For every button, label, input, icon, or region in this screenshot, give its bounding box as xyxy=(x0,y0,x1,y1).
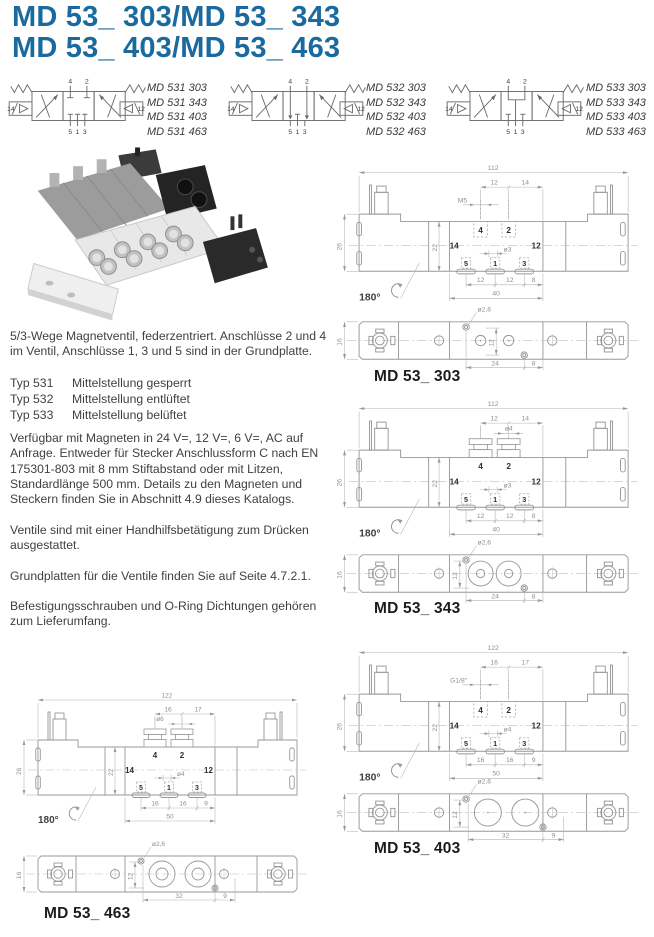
model-number: MD 532 303 xyxy=(366,82,426,94)
svg-text:12: 12 xyxy=(476,513,485,521)
svg-text:9: 9 xyxy=(223,893,227,900)
svg-text:180°: 180° xyxy=(38,815,59,826)
svg-text:M5: M5 xyxy=(457,197,468,205)
svg-text:16: 16 xyxy=(336,571,344,579)
drawing-md53-403-side xyxy=(330,640,652,794)
svg-text:4: 4 xyxy=(478,460,483,471)
svg-text:14: 14 xyxy=(521,179,530,187)
svg-text:8: 8 xyxy=(531,360,536,368)
svg-text:14: 14 xyxy=(449,720,459,731)
svg-text:32: 32 xyxy=(501,832,510,840)
svg-text:14: 14 xyxy=(7,106,15,114)
svg-text:4: 4 xyxy=(478,704,483,715)
svg-text:180°: 180° xyxy=(359,292,381,304)
svg-text:5: 5 xyxy=(464,495,469,505)
type-text: Mittelstellung entlüftet xyxy=(72,391,190,406)
svg-text:3: 3 xyxy=(522,739,527,749)
svg-text:22: 22 xyxy=(431,724,439,732)
svg-text:16: 16 xyxy=(505,757,514,765)
svg-text:180°: 180° xyxy=(359,528,381,540)
page-title-line1: MD 53_ 303/MD 53_ 343 xyxy=(12,1,341,33)
svg-text:2: 2 xyxy=(506,224,511,235)
svg-text:3: 3 xyxy=(195,785,199,792)
svg-text:122: 122 xyxy=(161,692,173,700)
svg-text:5: 5 xyxy=(288,128,293,135)
drawing-caption: MD 53_ 463 xyxy=(44,905,131,922)
svg-text:26: 26 xyxy=(16,767,23,775)
svg-text:12: 12 xyxy=(505,513,514,521)
description-paragraph: 5/3-Wege Magnetventil, federzentriert. Anschlüsse 2 und 4 im Ventil, Anschlüsse 1, 3 und 5 sind in der Grundplatte. xyxy=(10,329,327,359)
svg-text:5: 5 xyxy=(68,128,73,135)
svg-text:1: 1 xyxy=(493,495,498,505)
drawing-md53-343-bottom xyxy=(330,536,652,609)
description-text xyxy=(10,329,332,645)
svg-text:14: 14 xyxy=(521,415,530,423)
type-row xyxy=(10,407,332,423)
type-label: Typ 533 xyxy=(10,407,54,422)
svg-text:12: 12 xyxy=(490,179,498,187)
svg-text:112: 112 xyxy=(487,165,499,173)
svg-text:12: 12 xyxy=(476,277,485,285)
svg-text:24: 24 xyxy=(491,593,499,601)
svg-text:50: 50 xyxy=(166,813,174,821)
model-list-531 xyxy=(147,81,207,139)
type-row xyxy=(10,391,332,407)
svg-text:2: 2 xyxy=(506,704,511,715)
svg-text:14: 14 xyxy=(449,240,459,251)
model-number: MD 531 303 xyxy=(147,82,207,94)
svg-text:ø6: ø6 xyxy=(156,716,164,723)
svg-text:16: 16 xyxy=(336,338,344,346)
svg-text:ø4: ø4 xyxy=(503,726,512,734)
svg-text:9: 9 xyxy=(531,757,536,765)
svg-text:12: 12 xyxy=(204,766,213,775)
svg-text:16: 16 xyxy=(16,871,23,879)
svg-text:22: 22 xyxy=(108,768,115,776)
type-text: Mittelstellung belüftet xyxy=(72,407,187,422)
svg-text:3: 3 xyxy=(302,128,307,135)
svg-text:16: 16 xyxy=(164,706,172,714)
description-paragraph: Verfügbar mit Magneten in 24 V=, 12 V=, 6 V=, AC auf Anfrage. Entweder für Stecker Anschlussform C nach EN 175301-803 mit 8 mm Stiftabstand oder mit Litzen, Standardlänge 500 mm. Details zu den Magneten und Steckern finden Sie in Abschnitt 4.9 dieses Katalogs. xyxy=(10,430,319,507)
drawing-md53-463-bottom xyxy=(10,838,320,908)
svg-text:16: 16 xyxy=(490,659,498,667)
product-photo xyxy=(20,146,320,324)
svg-text:5: 5 xyxy=(464,259,469,269)
svg-text:12: 12 xyxy=(531,720,541,731)
svg-text:8: 8 xyxy=(531,513,536,521)
svg-text:26: 26 xyxy=(336,242,344,251)
drawing-caption: MD 53_ 403 xyxy=(374,840,461,857)
svg-text:ø2,6: ø2,6 xyxy=(152,841,166,848)
svg-text:22: 22 xyxy=(431,244,439,252)
drawing-caption: MD 53_ 343 xyxy=(374,600,461,617)
svg-text:4: 4 xyxy=(68,78,73,86)
model-number: MD 533 303 xyxy=(586,82,646,94)
svg-text:26: 26 xyxy=(336,722,344,731)
drawing-caption: MD 53_ 303 xyxy=(374,368,461,385)
svg-text:2: 2 xyxy=(85,78,89,86)
svg-text:12: 12 xyxy=(452,572,460,580)
svg-text:40: 40 xyxy=(492,290,500,298)
svg-text:1: 1 xyxy=(75,128,80,135)
svg-text:2: 2 xyxy=(523,78,527,86)
svg-text:ø2,6: ø2,6 xyxy=(477,539,492,547)
svg-text:12: 12 xyxy=(452,811,460,819)
svg-text:3: 3 xyxy=(520,128,525,135)
description-paragraph: Ventile sind mit einer Handhilfsbetätigung zum Drücken ausgestattet. xyxy=(10,522,309,553)
model-number: MD 532 403 xyxy=(366,111,426,123)
svg-text:32: 32 xyxy=(175,893,183,900)
model-number: MD 533 343 xyxy=(586,96,646,109)
svg-text:122: 122 xyxy=(487,645,499,653)
svg-text:14: 14 xyxy=(445,106,453,114)
page-title xyxy=(12,2,340,64)
svg-text:12: 12 xyxy=(488,339,496,347)
model-list-532 xyxy=(366,81,426,139)
svg-text:14: 14 xyxy=(227,106,235,114)
model-number: MD 531 463 xyxy=(147,125,207,138)
model-number: MD 531 343 xyxy=(147,96,207,109)
svg-text:ø2,6: ø2,6 xyxy=(477,306,492,314)
svg-text:3: 3 xyxy=(82,128,87,135)
model-number: MD 533 403 xyxy=(586,111,646,123)
svg-text:3: 3 xyxy=(522,495,527,505)
svg-text:12: 12 xyxy=(531,476,541,487)
svg-text:50: 50 xyxy=(492,770,500,778)
svg-text:12: 12 xyxy=(137,106,145,114)
svg-text:12: 12 xyxy=(531,240,541,251)
svg-text:G1/8": G1/8" xyxy=(450,677,468,685)
page-title-line2: MD 53_ 403/MD 53_ 463 xyxy=(12,32,341,64)
svg-text:ø2,6: ø2,6 xyxy=(477,778,492,786)
drawing-md53-403-bottom xyxy=(330,775,652,848)
svg-text:16: 16 xyxy=(476,757,485,765)
type-text: Mittelstellung gesperrt xyxy=(72,375,192,390)
svg-text:12: 12 xyxy=(357,106,365,114)
svg-text:4: 4 xyxy=(478,224,483,235)
svg-text:2: 2 xyxy=(305,78,309,86)
svg-text:8: 8 xyxy=(531,277,536,285)
svg-text:4: 4 xyxy=(506,78,511,86)
svg-text:1: 1 xyxy=(493,259,498,269)
svg-text:12: 12 xyxy=(505,277,514,285)
svg-text:16: 16 xyxy=(179,800,187,808)
svg-text:12: 12 xyxy=(490,415,498,423)
drawing-md53-303-side xyxy=(330,160,652,314)
svg-text:4: 4 xyxy=(288,78,293,86)
type-list xyxy=(10,375,332,423)
svg-text:2: 2 xyxy=(506,460,511,471)
svg-text:17: 17 xyxy=(521,659,530,667)
description-paragraph: Grundplatten für die Ventile finden Sie auf Seite 4.7.2.1. xyxy=(10,568,311,583)
svg-text:180°: 180° xyxy=(359,772,381,784)
svg-text:9: 9 xyxy=(204,800,208,808)
svg-text:9: 9 xyxy=(551,832,556,840)
drawing-md53-303-bottom xyxy=(330,303,652,376)
svg-text:14: 14 xyxy=(125,766,134,775)
svg-text:5: 5 xyxy=(506,128,511,135)
svg-text:16: 16 xyxy=(336,810,344,818)
model-number: MD 531 403 xyxy=(147,111,207,123)
model-number: MD 532 463 xyxy=(366,125,426,138)
svg-text:12: 12 xyxy=(575,106,583,114)
svg-text:12: 12 xyxy=(127,872,135,880)
svg-text:1: 1 xyxy=(513,128,518,135)
svg-text:40: 40 xyxy=(492,526,500,534)
type-label: Typ 532 xyxy=(10,391,54,406)
model-number: MD 532 343 xyxy=(366,96,426,109)
svg-text:22: 22 xyxy=(431,480,439,488)
valve-symbol-531 xyxy=(6,77,146,135)
svg-text:24: 24 xyxy=(491,360,499,368)
description-paragraph: Befestigungsschrauben und O-Ring Dichtungen gehören zum Lieferumfang. xyxy=(10,599,317,629)
svg-text:ø3: ø3 xyxy=(503,246,512,254)
valve-symbol-532 xyxy=(226,77,366,135)
svg-text:8: 8 xyxy=(531,593,536,601)
svg-text:112: 112 xyxy=(487,401,499,409)
model-number: MD 533 463 xyxy=(586,125,646,138)
svg-text:ø4: ø4 xyxy=(177,771,185,778)
svg-text:ø4: ø4 xyxy=(504,425,513,433)
svg-text:17: 17 xyxy=(194,706,202,714)
type-row xyxy=(10,375,332,391)
svg-text:16: 16 xyxy=(151,800,159,808)
svg-text:3: 3 xyxy=(522,259,527,269)
svg-text:1: 1 xyxy=(295,128,300,135)
valve-symbol-533 xyxy=(444,77,584,135)
svg-text:5: 5 xyxy=(139,785,143,792)
svg-text:5: 5 xyxy=(464,739,469,749)
svg-text:1: 1 xyxy=(167,785,171,792)
model-list-533 xyxy=(586,81,646,139)
svg-text:1: 1 xyxy=(493,739,498,749)
svg-text:2: 2 xyxy=(179,751,185,760)
svg-text:14: 14 xyxy=(449,476,459,487)
drawing-md53-463-side xyxy=(10,688,320,836)
drawing-md53-343-side xyxy=(330,396,652,550)
svg-text:26: 26 xyxy=(336,478,344,487)
svg-text:ø3: ø3 xyxy=(503,482,512,490)
svg-text:4: 4 xyxy=(152,751,158,760)
type-label: Typ 531 xyxy=(10,375,54,390)
